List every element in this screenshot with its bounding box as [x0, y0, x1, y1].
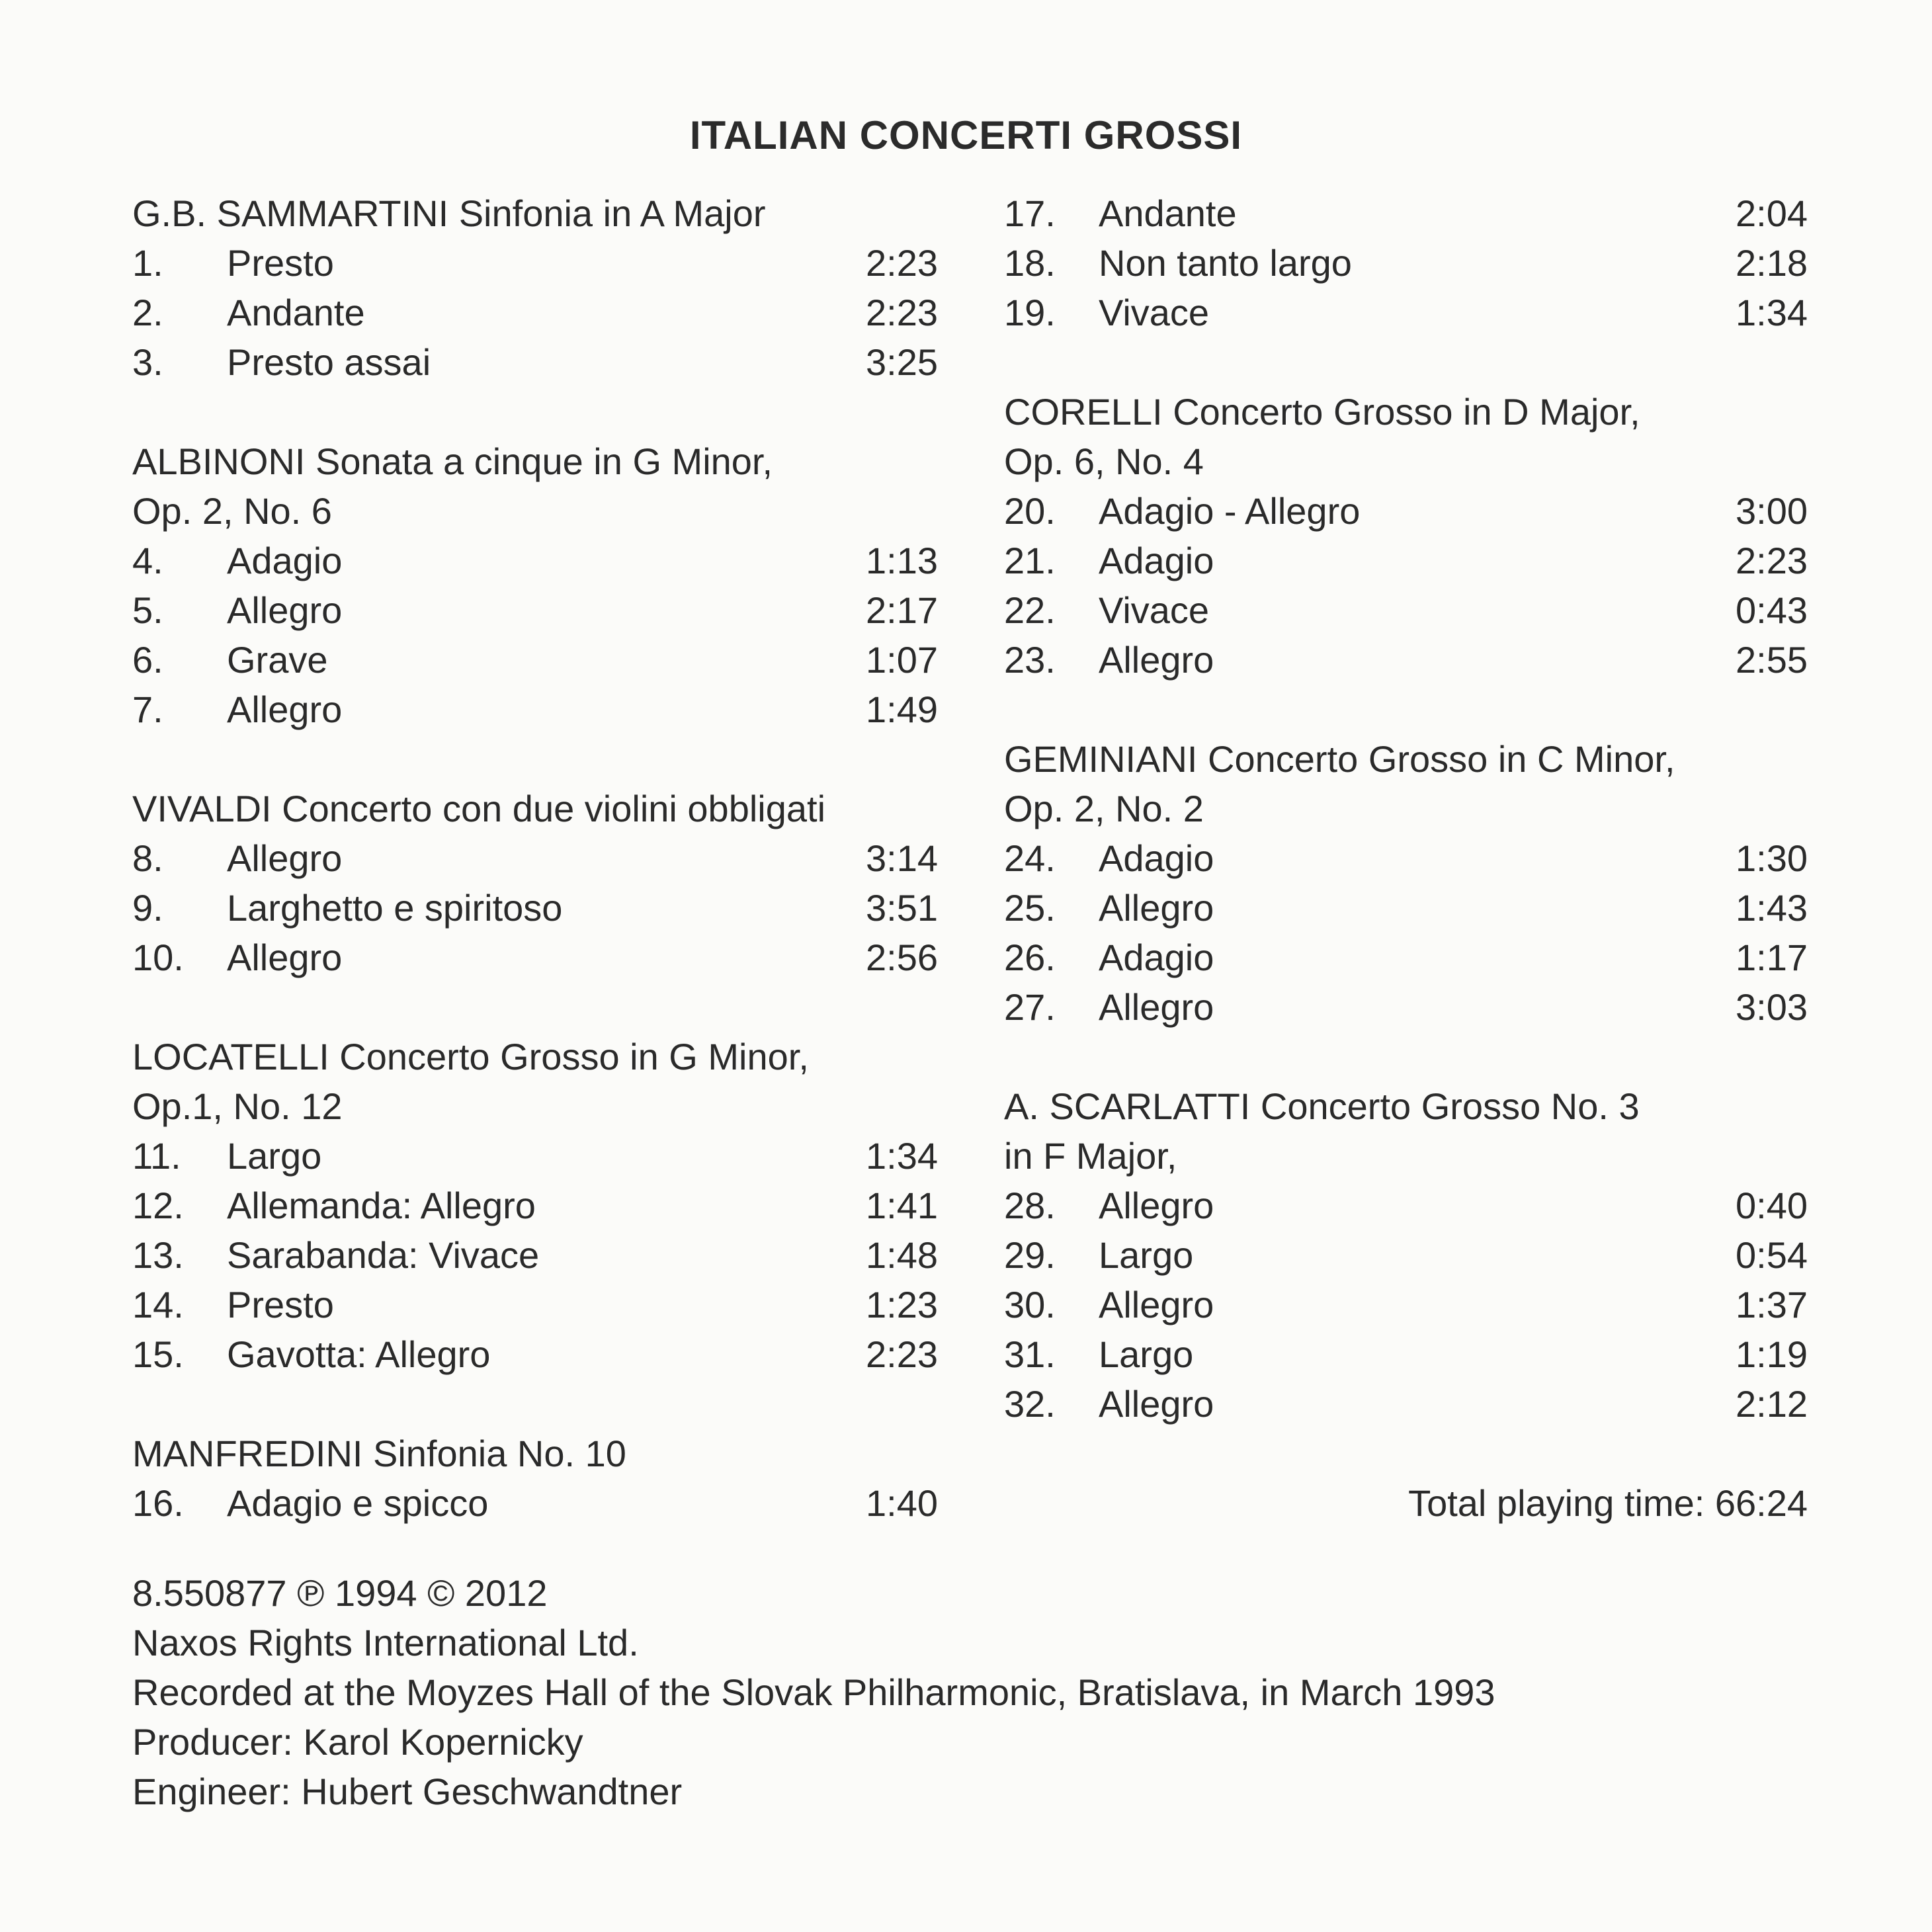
- work-heading-locatelli-opus: Op.1, No. 12: [132, 1085, 343, 1127]
- track-row: [1004, 883, 1808, 933]
- track-duration: 1:13: [866, 540, 938, 581]
- track-number: 30.: [1004, 1284, 1056, 1325]
- track-row: [132, 1230, 938, 1280]
- spacer: [132, 734, 938, 784]
- credits-block: [132, 1568, 1786, 1816]
- track-number: 8.: [132, 837, 163, 879]
- right-column: [1004, 189, 1808, 1528]
- track-duration: 1:40: [866, 1482, 938, 1524]
- track-row: [132, 1131, 938, 1181]
- track-row: [132, 1181, 938, 1230]
- track-duration: 2:23: [1736, 540, 1808, 581]
- track-number: 4.: [132, 540, 163, 581]
- track-number: 15.: [132, 1333, 184, 1375]
- track-row: [1004, 238, 1808, 288]
- track-number: 12.: [132, 1185, 184, 1226]
- track-number: 13.: [132, 1234, 184, 1276]
- spacer: [1004, 337, 1808, 387]
- track-number: 29.: [1004, 1234, 1056, 1276]
- track-duration: 1:19: [1736, 1333, 1808, 1375]
- track-number: 18.: [1004, 242, 1056, 284]
- track-number: 10.: [132, 937, 184, 978]
- track-duration: 3:51: [866, 887, 938, 929]
- track-title: Allegro: [227, 837, 343, 879]
- track-title: Sarabanda: Vivace: [227, 1234, 540, 1276]
- track-duration: 1:30: [1736, 837, 1808, 879]
- track-row: [1004, 1181, 1808, 1230]
- track-title: Adagio e spicco: [227, 1482, 489, 1524]
- track-number: 22.: [1004, 589, 1056, 631]
- work-heading-corelli-opus: Op. 6, No. 4: [1004, 441, 1204, 482]
- track-row: [132, 337, 938, 387]
- track-number: 1.: [132, 242, 163, 284]
- track-duration: 1:23: [866, 1284, 938, 1325]
- track-duration: 2:23: [866, 242, 938, 284]
- track-number: 2.: [132, 292, 163, 333]
- track-number: 16.: [132, 1482, 184, 1524]
- track-title: Larghetto e spiritoso: [227, 887, 563, 929]
- work-heading-corelli: CORELLI Concerto Grosso in D Major,: [1004, 391, 1640, 433]
- track-row: [1004, 635, 1808, 685]
- track-duration: 0:43: [1736, 589, 1808, 631]
- track-title: Largo: [1099, 1333, 1194, 1375]
- total-playing-time: Total playing time: 66:24: [1408, 1482, 1808, 1524]
- track-row: [132, 238, 938, 288]
- track-row: [1004, 1329, 1808, 1379]
- spacer: [1004, 1429, 1808, 1478]
- spacer: [132, 982, 938, 1032]
- left-column: [132, 189, 938, 1528]
- track-row: [132, 635, 938, 685]
- work-heading-vivaldi: VIVALDI Concerto con due violini obbligati: [132, 788, 826, 829]
- track-title: Presto: [227, 242, 334, 284]
- track-row: [1004, 982, 1808, 1032]
- track-row: [132, 288, 938, 337]
- track-duration: 2:23: [866, 292, 938, 333]
- track-row: [1004, 1379, 1808, 1429]
- track-title: Andante: [227, 292, 365, 333]
- page-title: ITALIAN CONCERTI GROSSI: [689, 113, 1243, 157]
- track-duration: 3:00: [1736, 490, 1808, 532]
- track-duration: 1:37: [1736, 1284, 1808, 1325]
- track-title: Vivace: [1099, 292, 1210, 333]
- track-title: Adagio: [1099, 837, 1214, 879]
- track-row: [1004, 536, 1808, 585]
- work-heading-albinoni: ALBINONI Sonata a cinque in G Minor,: [132, 441, 773, 482]
- track-duration: 2:55: [1736, 639, 1808, 681]
- track-duration: 0:40: [1736, 1185, 1808, 1226]
- track-number: 5.: [132, 589, 163, 631]
- track-number: 23.: [1004, 639, 1056, 681]
- work-heading-sammartini: G.B. SAMMARTINI Sinfonia in A Major: [132, 192, 766, 234]
- spacer: [132, 1379, 938, 1429]
- work-heading-scarlatti-key: in F Major,: [1004, 1135, 1177, 1177]
- track-row: [132, 1329, 938, 1379]
- track-duration: 1:41: [866, 1185, 938, 1226]
- track-duration: 3:03: [1736, 986, 1808, 1028]
- work-heading-albinoni-opus: Op. 2, No. 6: [132, 490, 332, 532]
- track-row: [1004, 288, 1808, 337]
- track-row: [1004, 833, 1808, 883]
- track-title: Presto assai: [227, 341, 431, 383]
- work-heading-geminiani-opus: Op. 2, No. 2: [1004, 788, 1204, 829]
- catalog-number: 8.550877 ℗ 1994 © 2012: [132, 1572, 548, 1614]
- track-row: [132, 1280, 938, 1329]
- track-row: [1004, 585, 1808, 635]
- track-row: [132, 685, 938, 734]
- track-row: [132, 536, 938, 585]
- track-duration: 2:04: [1736, 192, 1808, 234]
- work-heading-scarlatti: A. SCARLATTI Concerto Grosso No. 3: [1004, 1085, 1640, 1127]
- track-number: 21.: [1004, 540, 1056, 581]
- track-row: [132, 833, 938, 883]
- track-number: 11.: [132, 1135, 181, 1177]
- track-row: [1004, 1280, 1808, 1329]
- track-duration: 1:34: [1736, 292, 1808, 333]
- track-number: 7.: [132, 689, 163, 730]
- track-duration: 1:07: [866, 639, 938, 681]
- spacer: [1004, 685, 1808, 734]
- track-title: Adagio - Allegro: [1099, 490, 1361, 532]
- track-title: Allemanda: Allegro: [227, 1185, 536, 1226]
- track-duration: 2:17: [866, 589, 938, 631]
- track-number: 32.: [1004, 1383, 1056, 1425]
- track-title: Largo: [1099, 1234, 1194, 1276]
- track-number: 25.: [1004, 887, 1056, 929]
- track-title: Gavotta: Allegro: [227, 1333, 491, 1375]
- track-title: Allegro: [1099, 887, 1214, 929]
- track-duration: 1:17: [1736, 937, 1808, 978]
- track-title: Non tanto largo: [1099, 242, 1352, 284]
- track-duration: 3:14: [866, 837, 938, 879]
- track-title: Andante: [1099, 192, 1237, 234]
- engineer-credit: Engineer: Hubert Geschwandtner: [132, 1771, 683, 1812]
- track-title: Allegro: [1099, 1185, 1214, 1226]
- track-duration: 1:34: [866, 1135, 938, 1177]
- recording-location: Recorded at the Moyzes Hall of the Slovak Philharmonic, Bratislava, in March 1993: [132, 1671, 1495, 1713]
- track-number: 20.: [1004, 490, 1056, 532]
- track-row: [1004, 189, 1808, 238]
- track-title: Grave: [227, 639, 328, 681]
- track-title: Adagio: [1099, 540, 1214, 581]
- spacer: [1004, 1032, 1808, 1081]
- track-title: Allegro: [227, 589, 343, 631]
- track-number: 28.: [1004, 1185, 1056, 1226]
- track-duration: 1:48: [866, 1234, 938, 1276]
- track-title: Adagio: [1099, 937, 1214, 978]
- track-duration: 1:49: [866, 689, 938, 730]
- track-duration: 1:43: [1736, 887, 1808, 929]
- track-row: [132, 1478, 938, 1528]
- track-title: Adagio: [227, 540, 343, 581]
- track-number: 19.: [1004, 292, 1056, 333]
- track-title: Allegro: [1099, 986, 1214, 1028]
- track-row: [132, 933, 938, 982]
- track-title: Largo: [227, 1135, 322, 1177]
- spacer: [132, 387, 938, 437]
- producer-credit: Producer: Karol Kopernicky: [132, 1721, 583, 1763]
- track-duration: 0:54: [1736, 1234, 1808, 1276]
- track-number: 31.: [1004, 1333, 1056, 1375]
- work-heading-locatelli: LOCATELLI Concerto Grosso in G Minor,: [132, 1036, 809, 1077]
- track-number: 17.: [1004, 192, 1056, 234]
- track-number: 24.: [1004, 837, 1056, 879]
- track-duration: 2:18: [1736, 242, 1808, 284]
- work-heading-geminiani: GEMINIANI Concerto Grosso in C Minor,: [1004, 738, 1675, 780]
- track-title: Allegro: [1099, 1383, 1214, 1425]
- track-row: [1004, 1230, 1808, 1280]
- rights-holder: Naxos Rights International Ltd.: [132, 1622, 639, 1663]
- track-number: 9.: [132, 887, 163, 929]
- track-duration: 3:25: [866, 341, 938, 383]
- track-number: 14.: [132, 1284, 184, 1325]
- track-title: Allegro: [1099, 639, 1214, 681]
- track-duration: 2:23: [866, 1333, 938, 1375]
- track-number: 26.: [1004, 937, 1056, 978]
- track-row: [132, 585, 938, 635]
- track-number: 3.: [132, 341, 163, 383]
- track-duration: 2:12: [1736, 1383, 1808, 1425]
- track-title: Allegro: [1099, 1284, 1214, 1325]
- track-row: [1004, 486, 1808, 536]
- work-heading-manfredini: MANFREDINI Sinfonia No. 10: [132, 1433, 626, 1474]
- track-title: Allegro: [227, 937, 343, 978]
- track-title: Allegro: [227, 689, 343, 730]
- track-duration: 2:56: [866, 937, 938, 978]
- track-number: 6.: [132, 639, 163, 681]
- track-number: 27.: [1004, 986, 1056, 1028]
- track-row: [132, 883, 938, 933]
- track-row: [1004, 933, 1808, 982]
- track-title: Vivace: [1099, 589, 1210, 631]
- track-title: Presto: [227, 1284, 334, 1325]
